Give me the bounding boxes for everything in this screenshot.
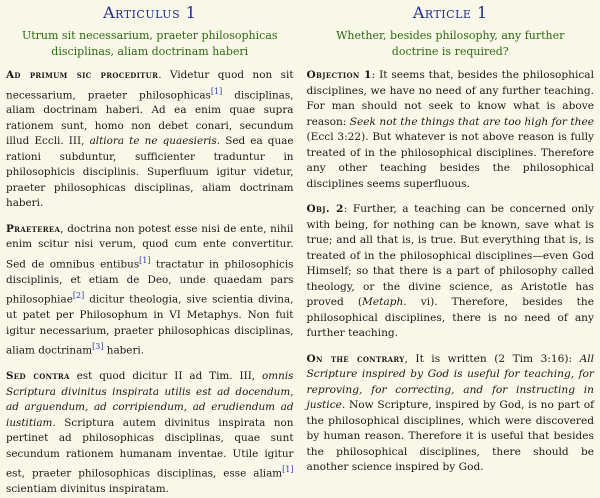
latin-paragraph-objection-2: [6, 222, 294, 359]
english-text: . Now Scripture, inspired by God, is no part of the philosophical disciplines, which were discovered by human reason. Therefore it is useful that besides the philosophical disciplines, there should be another science inspired by God.: [306, 399, 594, 473]
footnote-link[interactable]: [3]: [92, 342, 104, 352]
english-quote: Seek not the things that are too high for thee: [349, 115, 594, 128]
footnote-link[interactable]: [2]: [72, 291, 85, 301]
english-text: : It seems that, besides the philosophical disciplines, we have no need of any further teaching. For man should not seek to know what is above reason:: [306, 69, 595, 128]
latin-article-title: Articulus 1: [103, 3, 197, 22]
latin-paragraph-sed-contra: [6, 369, 294, 497]
footnote-link[interactable]: [1]: [139, 255, 151, 265]
latin-paragraph-objection-1: [6, 68, 294, 212]
latin-text: dicitur theologia, sive scientia divina, ut patet per Philosophum in VI Metaphys. Non fuit igitur necessarium, praeter philosophicas disciplinas, aliam doctrinam: [6, 293, 294, 357]
english-lead-2: Obj. 2: [306, 203, 344, 215]
latin-text: haberi.: [103, 344, 145, 357]
english-text: (Eccl 3:22). But whatever is not above reason is fully treated of in the philosophical disciplines. Therefore any other teaching besides the philosophical disciplines seems superfluous.: [306, 131, 594, 190]
latin-text: . Scriptura autem divinitus inspirata non pertinet ad philosophicas disciplinas, quae sunt secundum rationem humanam inventae. Utile igitur est, praeter philosophicas disciplinas, esse aliam: [6, 416, 294, 480]
latin-question: Utrum sit necessarium, praeter philosophicas disciplinas, aliam doctrinam haberi: [21, 29, 278, 58]
latin-column: [6, 0, 294, 496]
english-paragraph-objection-2: [307, 202, 595, 342]
english-text: , It is written (2 Tim 3:16):: [404, 352, 580, 365]
english-lead-1: Objection 1: [306, 69, 372, 81]
latin-text: tractatur in philosophicis disciplinis, et etiam de Deo, unde quaedam pars philosophiae: [6, 258, 294, 306]
latin-quote: altiora te ne quaesieris: [89, 135, 217, 148]
latin-text: disciplinas, aliam doctrinam haberi. Ad ea enim quae supra rationem sunt, homo non debet conari, secundum illud Eccli. III,: [6, 88, 294, 148]
english-column: [306, 0, 595, 473]
latin-lead-1: Ad primum sic proceditur: [6, 69, 159, 81]
english-paragraph-on-the-contrary: [307, 352, 595, 476]
english-citation: Metaph: [361, 296, 404, 308]
latin-text: , doctrina non potest esse nisi de ente, nihil enim scitur nisi verum, quod cum ente convertitur. Sed de omnibus entibus: [6, 222, 294, 271]
latin-text: scientiam divinitus inspiratam.: [6, 483, 169, 496]
latin-lead-3: Sed contra: [6, 370, 70, 383]
english-quote: All Scripture inspired by God is useful for teaching, for reproving, for correcting, and for instructing in justice: [306, 352, 594, 411]
english-paragraph-objection-1: [307, 68, 595, 192]
english-text: . vi). Therefore, besides the philosophical disciplines, there is no need of any further teaching.: [306, 296, 594, 339]
latin-lead-2: Praeterea: [6, 222, 61, 235]
footnote-link[interactable]: [1]: [282, 465, 294, 475]
footnote-link[interactable]: [1]: [210, 86, 223, 96]
english-article-title: Article 1: [412, 3, 488, 22]
english-text: : Further, a teaching can be concerned only with being, for nothing can be known, save what is true; and all that is, is true. But everything that is, is treated of in the philosophical disciplines—even God Himself; so that there is a part of philosophy called theology, or the divine science, as Aristotle has proved (: [306, 203, 594, 308]
english-lead-3: On the contrary: [306, 352, 405, 365]
latin-text: . Sed ea quae rationi subduntur, sufficienter traduntur in philosophicis disciplinis. Superfluum igitur videtur, praeter philosophicas disciplinas, aliam doctrinam haberi.: [6, 135, 294, 210]
latin-quote: omnis Scriptura divinitus inspirata utilis est ad docendum, ad arguendum, ad corripiendum, ad erudiendum ad iustitiam: [6, 370, 294, 429]
latin-text: . Videtur quod non sit necessarium, praeter philosophicas: [6, 69, 294, 101]
english-question: Whether, besides philosophy, any further doctrine is required?: [336, 29, 565, 58]
latin-text: est quod dicitur II ad Tim. III,: [69, 370, 263, 383]
